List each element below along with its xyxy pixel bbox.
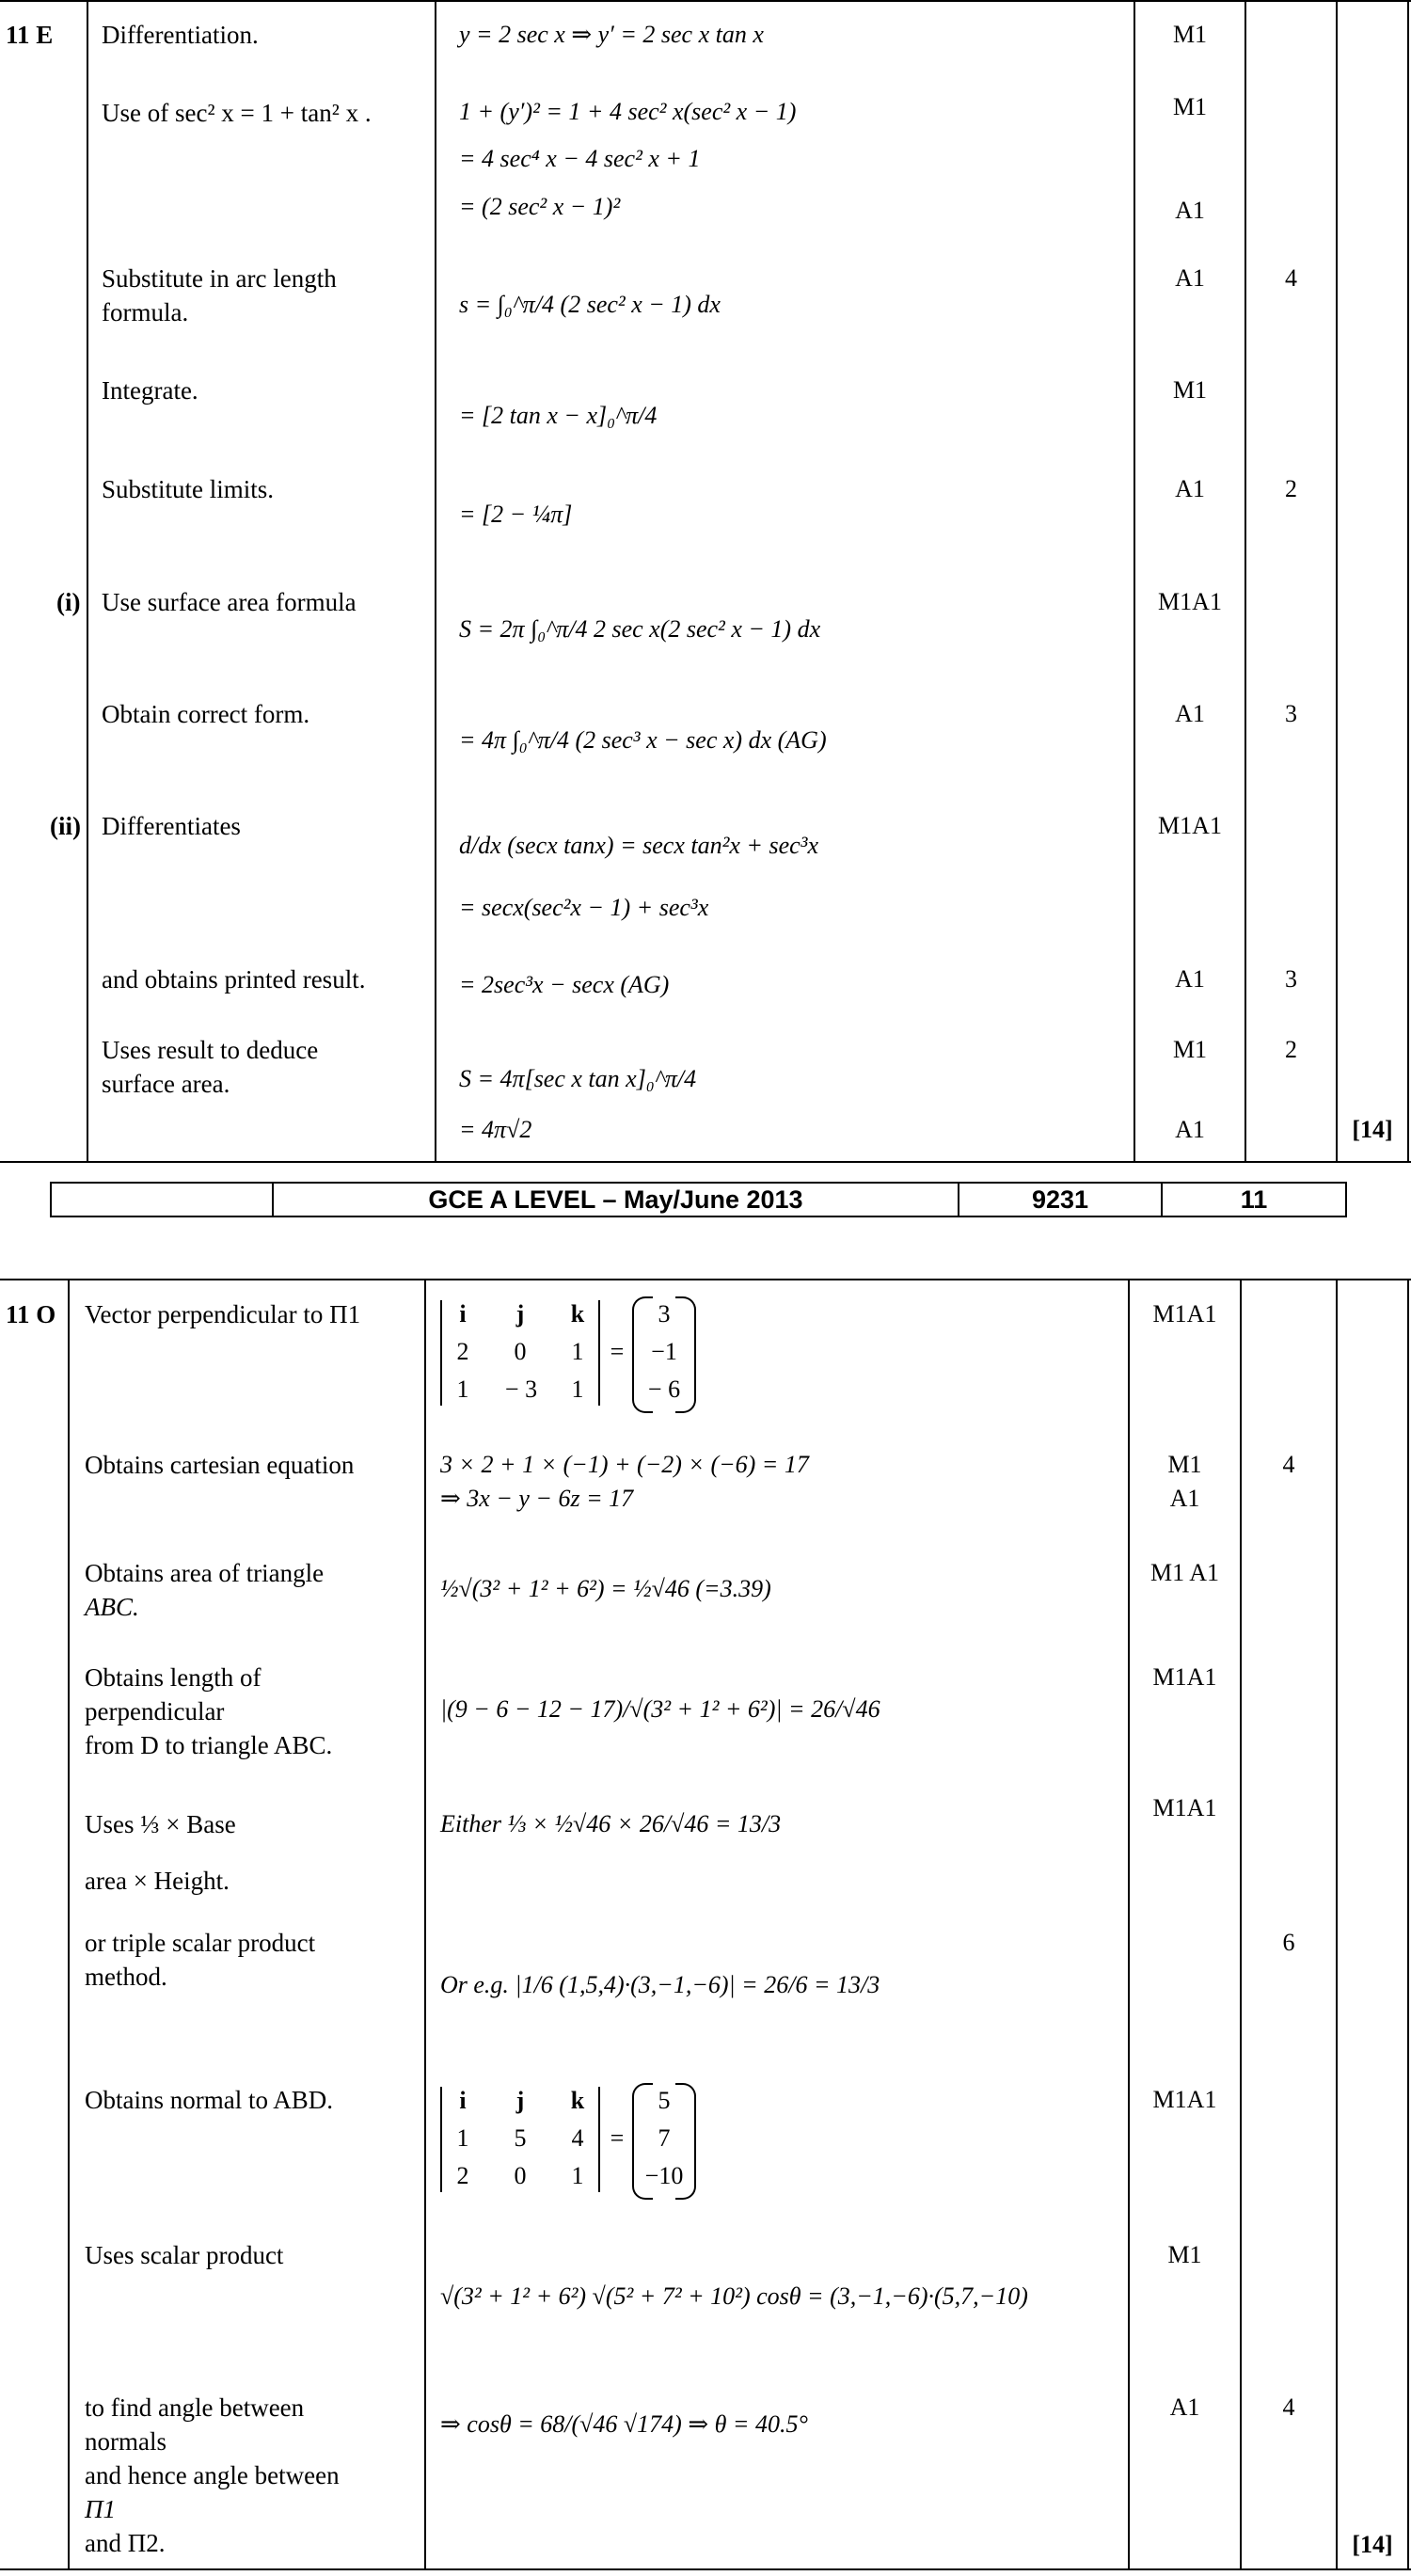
step-desc: Substitute limits. (102, 475, 275, 503)
mark-code: A1 (1175, 475, 1205, 502)
mark-code: M1A1 (1152, 2086, 1217, 2113)
step-math: = [2 tan x − x]₀^π/4 (459, 402, 658, 429)
sub-total: 6 (1282, 1929, 1295, 1956)
step-desc: and hence angle between (85, 2461, 340, 2489)
step-math: = 2sec³x − secx (AG) (459, 971, 670, 998)
mark-code: M1 (1167, 1451, 1202, 1478)
sub-total: 2 (1285, 1036, 1297, 1063)
mark-code: A1 (1175, 1116, 1205, 1143)
mark-code: A1 (1175, 965, 1205, 993)
step-desc: Use surface area formula (102, 588, 357, 616)
step-math: √(3² + 1² + 6²) √(5² + 7² + 10²) cosθ = (3,−1,−6)·(5,7,−10) (440, 2282, 1028, 2310)
step-math: |(9 − 6 − 12 − 17)/√(3² + 1² + 6²)| = 26/√46 (440, 1695, 880, 1723)
sub-total: 3 (1285, 965, 1297, 993)
sub-total: 2 (1285, 475, 1297, 502)
step-desc: Differentiation. (102, 21, 259, 49)
mark-code: A1 (1169, 2393, 1200, 2421)
mark-code: M1A1 (1158, 588, 1222, 615)
mark-code: M1A1 (1152, 1794, 1217, 1821)
step-desc: method. (85, 1963, 167, 1991)
step-desc: Differentiates (102, 812, 241, 840)
step-math: ⇒ 3x − y − 6z = 17 (440, 1485, 634, 1512)
mark-code: M1A1 (1152, 1300, 1217, 1328)
mark-code: M1 (1172, 376, 1208, 404)
step-math: ⇒ cosθ = 68/(√46 √174) ⇒ θ = 40.5° (440, 2410, 808, 2438)
step-desc: Obtains normal to ABD. (85, 2086, 333, 2114)
mark-code: M1 (1172, 21, 1208, 48)
step-desc: Π1 (85, 2495, 116, 2523)
mark-code: M1 A1 (1150, 1559, 1219, 1586)
step-desc: Obtains area of triangle (85, 1559, 325, 1587)
mark-code: A1 (1169, 1485, 1200, 1512)
step-desc: Substitute in arc length (102, 264, 337, 293)
step-desc: formula. (102, 298, 189, 326)
syllabus-code: 9231 (1031, 1185, 1089, 1214)
step-desc: and Π2. (85, 2529, 166, 2557)
step-math: d/dx (secx tanx) = secx tan²x + sec³x (459, 832, 819, 859)
step-desc: Obtains cartesian equation (85, 1451, 355, 1479)
sub-total: 4 (1282, 1451, 1295, 1478)
step-math: S = 2π ∫₀^π/4 2 sec x(2 sec² x − 1) dx (459, 615, 821, 643)
sub-total: 4 (1285, 264, 1297, 292)
question-total: [14] (1352, 2531, 1393, 2558)
determinant: i j k 2 0 1 1 − 3 1 = 3 −1 − 6 (440, 1296, 704, 1409)
mark-code: M1 (1167, 2241, 1202, 2268)
mark-code: M1 (1172, 93, 1208, 120)
step-desc: Vector perpendicular to Π1 (85, 1300, 361, 1328)
step-desc: Obtains length of (85, 1663, 262, 1692)
step-math: Or e.g. |1/6 (1,5,4)·(3,−1,−6)| = 26/6 = 13/3 (440, 1971, 880, 1998)
step-desc: Integrate. (102, 376, 198, 405)
step-desc: surface area. (102, 1070, 230, 1098)
step-math: = [2 − ¼π] (459, 501, 573, 528)
mark-code: A1 (1175, 264, 1205, 292)
step-math: = (2 sec² x − 1)² (459, 193, 621, 220)
mark-code: M1A1 (1158, 812, 1222, 839)
step-desc: Uses result to deduce (102, 1036, 319, 1064)
step-desc: from D to triangle ABC. (85, 1731, 333, 1759)
question-label: 11 O (6, 1300, 56, 1328)
exam-title: GCE A LEVEL – May/June 2013 (428, 1185, 803, 1214)
sub-total: 3 (1285, 700, 1297, 727)
step-math: 1 + (y′)² = 1 + 4 sec² x(sec² x − 1) (459, 98, 797, 125)
step-math: = 4 sec⁴ x − 4 sec² x + 1 (459, 145, 701, 172)
step-math: = 4π√2 (459, 1116, 532, 1143)
step-desc: or triple scalar product (85, 1929, 316, 1957)
question-total: [14] (1352, 1116, 1393, 1143)
step-math: S = 4π[sec x tan x]₀^π/4 (459, 1065, 697, 1092)
step-desc: perpendicular (85, 1697, 225, 1725)
step-desc: Use of sec² x = 1 + tan² x . (102, 99, 372, 127)
step-math: ½√(3² + 1² + 6²) = ½√46 (=3.39) (440, 1575, 771, 1602)
step-desc: and obtains printed result. (102, 965, 366, 994)
question-label: 11 E (6, 21, 54, 49)
step-desc: to find angle between (85, 2393, 305, 2422)
paper-number: 11 (1240, 1185, 1268, 1214)
step-desc: Obtain correct form. (102, 700, 310, 728)
mark-code: M1A1 (1152, 1663, 1217, 1691)
step-desc: normals (85, 2427, 166, 2456)
mark-code: M1 (1172, 1036, 1208, 1063)
step-math: = 4π ∫₀^π/4 (2 sec³ x − sec x) dx (AG) (459, 726, 827, 754)
step-math: 3 × 2 + 1 × (−1) + (−2) × (−6) = 17 (440, 1451, 809, 1478)
step-desc: ABC. (85, 1593, 139, 1621)
step-desc: Uses scalar product (85, 2241, 284, 2269)
step-math: y = 2 sec x ⇒ y′ = 2 sec x tan x (459, 21, 764, 48)
sub-total: 4 (1282, 2393, 1295, 2421)
mark-code: A1 (1175, 197, 1205, 224)
part-label: (ii) (50, 812, 81, 840)
step-math: = secx(sec²x − 1) + sec³x (459, 894, 709, 921)
mark-code: A1 (1175, 700, 1205, 727)
step-math: s = ∫₀^π/4 (2 sec² x − 1) dx (459, 291, 721, 318)
part-label: (i) (56, 588, 81, 616)
step-desc: Uses ⅓ × Base (85, 1810, 236, 1838)
determinant: i j k 1 5 4 2 0 1 = 5 7 −10 (440, 2083, 704, 2196)
step-desc: area × Height. (85, 1867, 230, 1895)
step-math: Either ⅓ × ½√46 × 26/√46 = 13/3 (440, 1810, 782, 1837)
